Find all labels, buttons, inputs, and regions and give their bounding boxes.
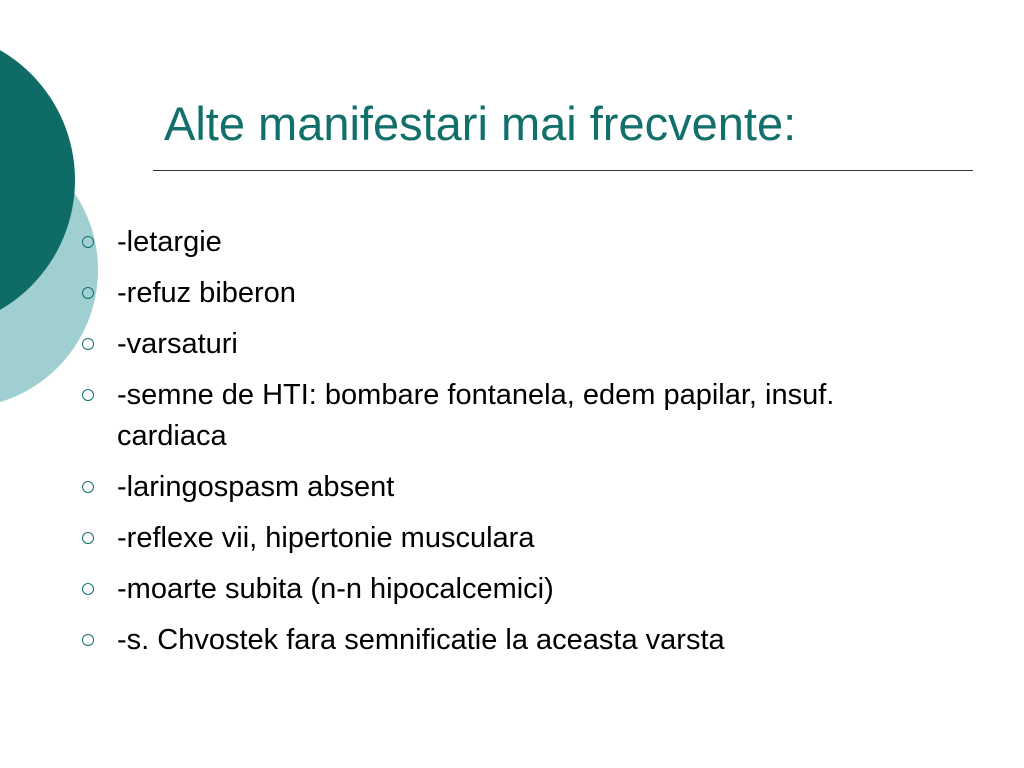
bullet-item	[78, 324, 938, 365]
bullet-item	[78, 222, 938, 263]
bullet-item	[78, 467, 938, 508]
slide-title: Alte manifestari mai frecvente:	[164, 97, 797, 150]
circle-bullet-icon	[82, 338, 94, 350]
circle-bullet-icon	[82, 634, 94, 646]
bullet-text: -refuz biberon	[117, 277, 296, 309]
circle-bullet-icon	[82, 481, 94, 493]
bullet-item	[78, 569, 938, 610]
circle-bullet-icon	[82, 532, 94, 544]
bullet-text: -semne de HTI: bombare fontanela, edem papilar, insuf. cardiaca	[117, 379, 835, 452]
circle-bullet-icon	[82, 583, 94, 595]
circle-bullet-icon	[82, 236, 94, 248]
title-divider	[153, 170, 973, 171]
bullet-item	[78, 273, 938, 314]
bullet-item	[78, 620, 938, 661]
bullet-text: -laringospasm absent	[117, 471, 395, 503]
bullet-text: -reflexe vii, hipertonie musculara	[117, 522, 535, 554]
bullet-text: -letargie	[117, 226, 222, 258]
bullet-item	[78, 518, 938, 559]
circle-bullet-icon	[82, 389, 94, 401]
bullet-list	[78, 222, 938, 671]
bullet-text: -varsaturi	[117, 328, 238, 360]
bullet-item	[78, 375, 938, 457]
bullet-text: -s. Chvostek fara semnificatie la aceasta varsta	[117, 624, 725, 656]
bullet-text: -moarte subita (n-n hipocalcemici)	[117, 573, 554, 605]
circle-bullet-icon	[82, 287, 94, 299]
